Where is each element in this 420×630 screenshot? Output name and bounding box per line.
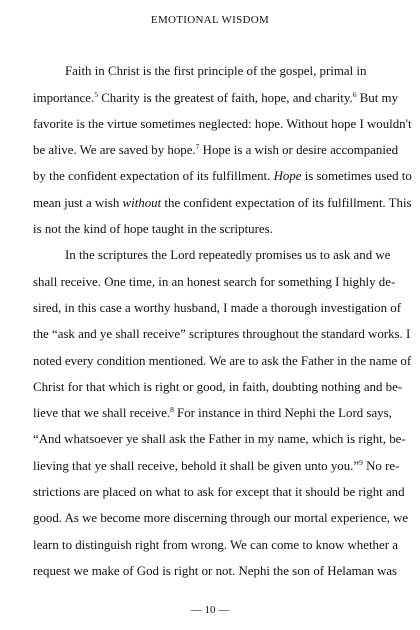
text-segment: mean just a wish	[33, 195, 123, 210]
footnote-marker: 6	[352, 89, 357, 99]
text-line	[33, 505, 409, 531]
text-line	[33, 479, 405, 505]
text-segment: be alive. We are saved by hope.	[33, 143, 196, 158]
text-segment: Charity is the greatest of faith, hope, and charity.	[97, 90, 353, 105]
text-line	[33, 137, 399, 163]
text-line	[33, 163, 412, 189]
running-head: EMOTIONAL WISDOM	[150, 14, 270, 26]
text-line	[33, 321, 411, 347]
text-segment: In the scriptures the Lord repeatedly promises us to ask and we	[65, 248, 391, 263]
text-segment: the confident expectation of its fulfillment. This	[161, 195, 412, 210]
text-segment: by the confident expectation of its fulfillment.	[33, 169, 274, 184]
footnote-marker: 9	[359, 457, 363, 467]
footnote-marker: 8	[170, 405, 174, 415]
text-line	[33, 558, 398, 584]
text-segment: lieve that we shall receive.	[33, 406, 171, 421]
text-line	[33, 216, 393, 242]
footnote-marker: 5	[94, 89, 98, 99]
text-line	[33, 242, 393, 268]
text-line	[33, 426, 406, 452]
page-number: — 10 —	[190, 604, 230, 616]
text-segment: For instance in third Nephi the Lord says,	[173, 406, 392, 421]
text-segment: favorite is the virtue sometimes neglected: hope. Without hope I wouldn't	[33, 116, 412, 131]
body-text	[33, 32, 412, 584]
text-segment: lieving that ye shall receive, behold it shall be given unto you.”	[33, 458, 360, 473]
text-segment: But my	[356, 90, 399, 105]
text-line	[33, 111, 412, 137]
text-segment: is not the kind of hope taught in the scriptures.	[33, 222, 273, 237]
blank-line	[33, 32, 393, 58]
text-segment: good. As we become more discerning through our mortal experience, we	[33, 511, 409, 526]
text-segment: Christ for that which is right or good, in faith, doubting nothing and be-	[33, 379, 403, 394]
text-segment: the “ask and ye shall receive” scriptures throughout the standard works. I	[33, 327, 411, 342]
text-segment: noted every condition mentioned. We are to ask the Father in the name of	[33, 353, 412, 368]
emphasized-text: Hope	[273, 169, 302, 184]
text-line	[33, 58, 393, 84]
text-segment: shall receive. One time, in an honest search for something I highly de-	[33, 274, 396, 289]
text-segment: importance.	[33, 90, 95, 105]
text-line	[33, 295, 402, 321]
text-line	[33, 190, 412, 216]
text-segment: is sometimes used to	[301, 169, 412, 184]
text-line	[33, 532, 398, 558]
text-segment: Hope is a wish or desire accompanied	[199, 143, 399, 158]
text-segment: No re-	[362, 458, 400, 473]
text-line	[33, 400, 393, 426]
text-segment: strictions are placed on what to ask for except that it should be right and	[33, 485, 405, 500]
text-segment: sired, in this case a worthy husband, I made a thorough investigation of	[33, 300, 402, 315]
text-segment: learn to distinguish right from wrong. We can come to know whether a	[33, 537, 398, 552]
text-line	[33, 453, 400, 479]
text-line	[33, 85, 399, 111]
emphasized-text: without	[122, 195, 162, 210]
text-line	[33, 348, 412, 374]
text-segment: Faith in Christ is the first principle of the gospel, primal in	[65, 64, 367, 79]
text-line	[33, 269, 396, 295]
text-segment: “And whatsoever ye shall ask the Father in my name, which is right, be-	[33, 432, 406, 447]
text-segment: request we make of God is right or not. Nephi the son of Helaman was	[33, 563, 398, 578]
text-line	[33, 374, 403, 400]
footnote-marker: 7	[195, 142, 200, 152]
